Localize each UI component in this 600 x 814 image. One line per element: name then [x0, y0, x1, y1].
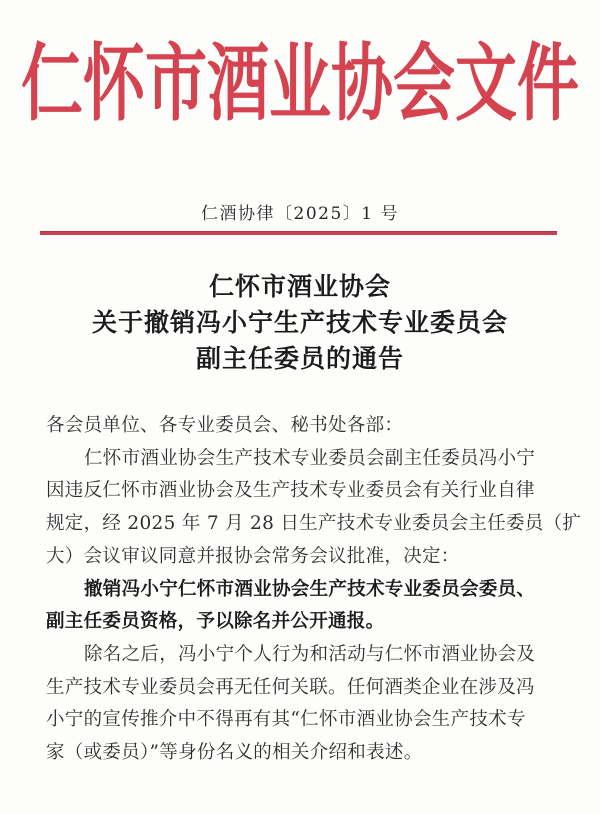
notice-title-line-1: 仁怀市酒业协会 [208, 272, 391, 301]
notice-title-line-3: 副主任委员的通告 [195, 344, 404, 373]
notice-title [0, 269, 600, 377]
body-line: 因违反仁怀市酒业协会及生产技术专业委员会有关行业自律 [46, 480, 535, 502]
body-line: 大）会议审议同意并报协会常务会议批准，决定： [46, 545, 460, 567]
body-line: 除名之后，冯小宁个人行为和活动与仁怀市酒业协会及 [84, 643, 536, 665]
body-line: 规定，经 2025 年 7 月 28 日生产技术专业委员会主任委员（扩 [46, 513, 582, 535]
body-line: 仁怀市酒业协会生产技术专业委员会副主任委员冯小宁 [84, 447, 536, 469]
body-line-salutation: 各会员单位、各专业委员会、秘书处各部： [46, 415, 404, 436]
body-line-decision: 副主任委员资格，予以除名并公开通报。 [46, 611, 385, 633]
notice-title-line-2: 关于撤销冯小宁生产技术专业委员会 [91, 308, 508, 337]
red-separator-line [40, 231, 557, 235]
body-line-decision: 撤销冯小宁仁怀市酒业协会生产技术专业委员会委员、 [84, 578, 536, 600]
body-line: 家（或委员）”等身份名义的相关介绍和表述。 [46, 742, 423, 764]
body-line: 生产技术专业委员会再无任何关联。任何酒类企业在涉及冯 [46, 676, 535, 698]
notice-body [46, 410, 582, 770]
body-line: 小宁的宣传推介中不得再有其“仁怀市酒业协会生产技术专 [46, 709, 526, 731]
document-number: 仁酒协律〔2025〕1 号 [201, 204, 399, 224]
document-header-title: 仁怀市酒业协会文件 [20, 33, 579, 134]
